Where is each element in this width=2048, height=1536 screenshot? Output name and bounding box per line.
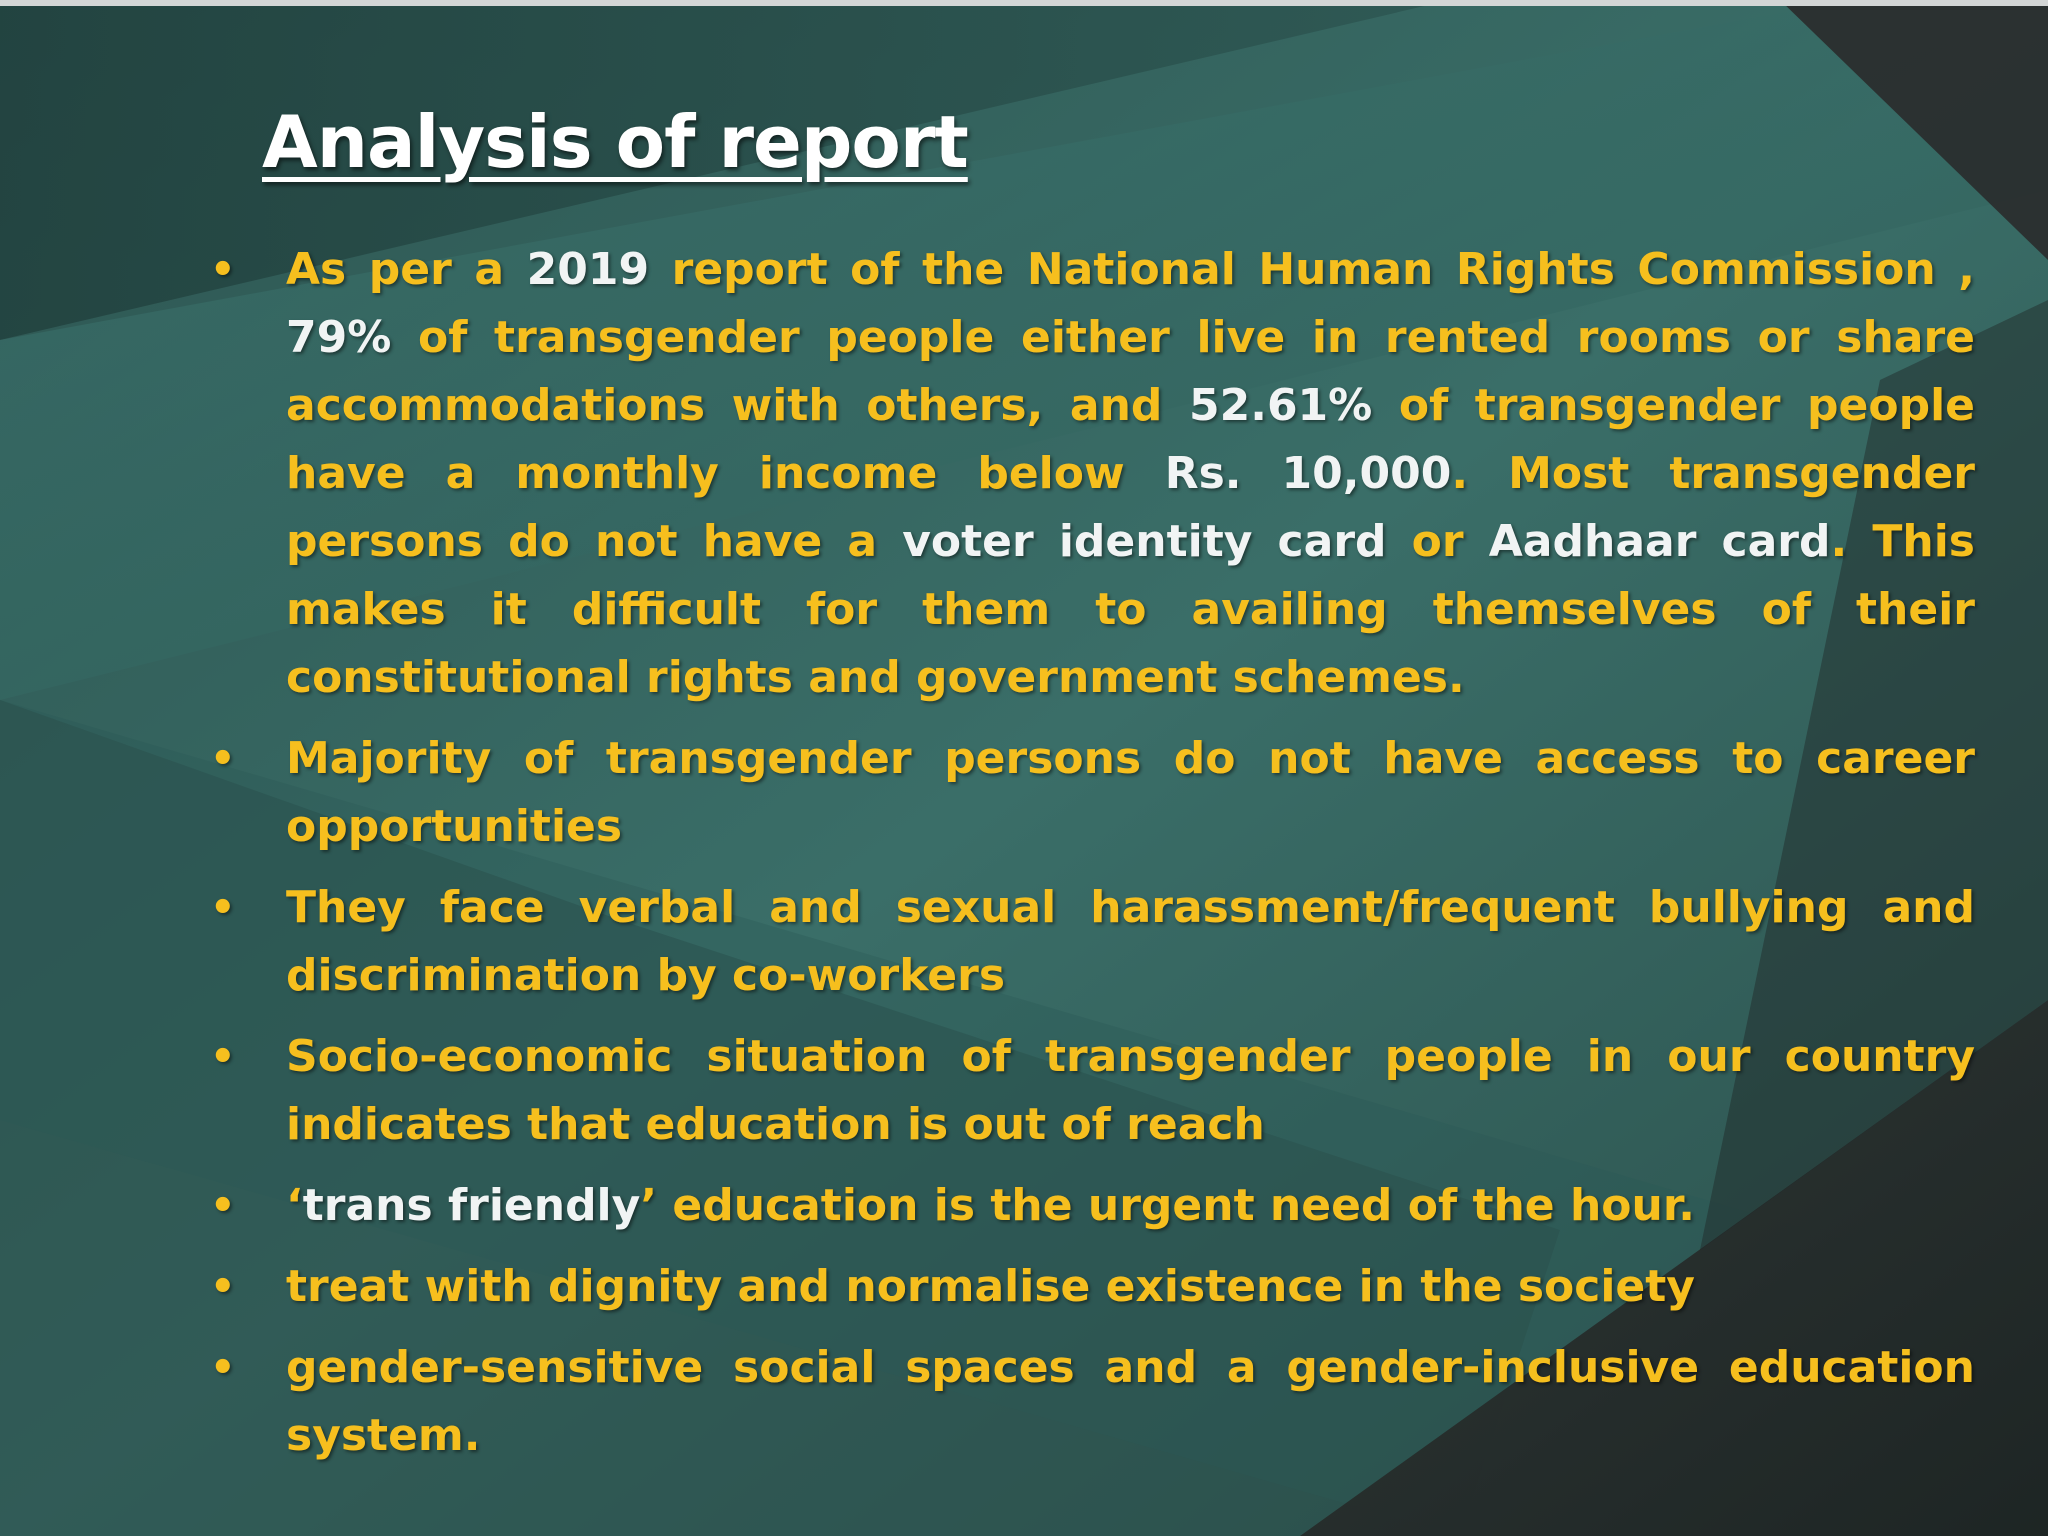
bullet-text: gender-sensitive social spaces and a gender-inclusive education system. — [286, 1342, 1975, 1461]
bullet-marker: • — [210, 1264, 236, 1310]
bullet-text: ‘ — [286, 1180, 303, 1231]
bullet-marker: • — [210, 1034, 236, 1080]
bullet-text: Socio-economic situation of transgender people in our country indicates that education is out of reach — [286, 1031, 1975, 1150]
bullet-text: They face verbal and sexual harassment/frequent bullying and discrimination by co-workers — [286, 882, 1975, 1001]
bullet-text: . This makes it difficult for them to availing themselves of their constitutional rights and government schemes. — [286, 516, 1975, 703]
bullet-marker: • — [210, 1183, 236, 1229]
bullet-text: of transgender people either live in rented rooms or share accommodations with others, and — [286, 312, 1975, 431]
bullet-item — [210, 1023, 1975, 1159]
bullet-item — [210, 1253, 1975, 1321]
bullet-marker: • — [210, 736, 236, 782]
bullet-highlight-text: 79% — [286, 312, 392, 363]
bullet-text: report of the National Human Rights Commission , — [649, 244, 1975, 295]
bullet-highlight-text: 2019 — [526, 244, 650, 295]
bullet-text: As per a — [286, 244, 527, 295]
bullet-marker: • — [210, 1345, 236, 1391]
bullet-item — [210, 1334, 1975, 1470]
bullet-text: treat with dignity and normalise existence in the society — [286, 1261, 1695, 1312]
bullet-marker: • — [210, 247, 236, 293]
bullet-text: . Most transgender persons do not have a — [286, 448, 1975, 567]
bullet-item — [210, 1172, 1975, 1240]
bullet-item — [210, 874, 1975, 1010]
bullet-highlight-text: Aadhaar card — [1488, 516, 1831, 567]
bullet-text: ’ education is the urgent need of the hour. — [640, 1180, 1695, 1231]
bullet-highlight-text: 52.61% — [1189, 380, 1373, 431]
bullet-marker: • — [210, 885, 236, 931]
bullet-item — [210, 725, 1975, 861]
bullet-text: of transgender people have a monthly income below — [286, 380, 1975, 499]
bullet-text: Majority of transgender persons do not have access to career opportunities — [286, 733, 1975, 852]
bullet-item — [210, 236, 1975, 712]
bullet-list — [210, 236, 1975, 1483]
bullet-highlight-text: voter identity card — [902, 516, 1387, 567]
bullet-highlight-text: trans friendly — [302, 1180, 641, 1231]
bullet-highlight-text: Rs. 10,000 — [1164, 448, 1452, 499]
top-border — [0, 0, 2048, 6]
slide-title: Analysis of report — [262, 100, 968, 184]
bullet-text: or — [1386, 516, 1489, 567]
